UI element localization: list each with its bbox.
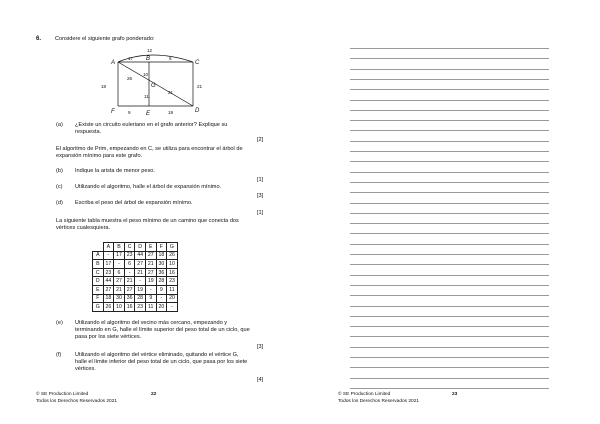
table-cell: 36 xyxy=(156,268,167,277)
table-row xyxy=(93,294,178,303)
answer-line xyxy=(350,275,549,276)
answer-line xyxy=(350,48,549,49)
table-row xyxy=(93,277,178,286)
part-d-mark: [1] xyxy=(257,210,264,216)
answer-line xyxy=(350,336,549,337)
weight-ag: 26 xyxy=(127,76,133,81)
table-cell: 17 xyxy=(103,260,114,269)
table-row xyxy=(93,260,178,269)
row-header: C xyxy=(93,268,104,277)
answer-line xyxy=(350,357,549,358)
table-row xyxy=(93,251,178,260)
table-cell: 6 xyxy=(114,268,125,277)
table-cell: 21 xyxy=(135,268,146,277)
answer-line xyxy=(350,79,549,80)
table-cell: 19 xyxy=(145,277,156,286)
table-cell: 44 xyxy=(135,251,146,260)
answer-line xyxy=(350,295,549,296)
weight-bc: 6 xyxy=(169,56,172,61)
table-cell: - xyxy=(135,277,146,286)
node-f-label: F xyxy=(111,109,115,115)
col-header-e: E xyxy=(145,243,156,252)
part-f-text-1: Utilizando el algoritmo del vértice eliminado, quitando el vértice G, xyxy=(75,352,239,358)
table-cell: 27 xyxy=(145,251,156,260)
table-intro-2: vértices cualesquiera. xyxy=(56,225,111,231)
table-cell: 23 xyxy=(135,303,146,312)
table-cell: 30 xyxy=(114,294,125,303)
answer-line xyxy=(350,254,549,255)
node-e-label: E xyxy=(146,111,151,117)
part-e-mark: [3] xyxy=(257,344,264,350)
row-header: D xyxy=(93,277,104,286)
answer-line xyxy=(350,285,549,286)
col-header-a: A xyxy=(103,243,114,252)
weight-ab: 17 xyxy=(128,56,134,61)
col-header-d: D xyxy=(135,243,146,252)
row-header: F xyxy=(93,294,104,303)
part-a-label: (a) xyxy=(56,122,63,128)
part-a-mark: [2] xyxy=(257,137,264,143)
table-corner xyxy=(93,243,104,252)
left-footer-rights: Todos los Derechos Reservados 2021 xyxy=(36,399,118,404)
part-f-text-2: halle el límite inferior del peso total de un ciclo, que pasa por los siete xyxy=(75,359,248,365)
row-header: A xyxy=(93,251,104,260)
table-cell: 27 xyxy=(103,285,114,294)
table-cell: 28 xyxy=(135,294,146,303)
weight-gd: 21 xyxy=(168,90,174,95)
table-row xyxy=(93,285,178,294)
table-cell: 19 xyxy=(135,285,146,294)
answer-line xyxy=(350,69,549,70)
answer-line xyxy=(350,388,549,389)
table-cell: - xyxy=(124,268,135,277)
question-number: 6. xyxy=(36,36,42,42)
row-header: G xyxy=(93,303,104,312)
row-header: B xyxy=(93,260,104,269)
table-intro-1: La siguiente tabla muestra el peso mínimo de un camino que conecta dos xyxy=(56,218,239,224)
part-b-mark: [1] xyxy=(257,177,264,183)
table-cell: 26 xyxy=(167,251,178,260)
node-a-label: A xyxy=(111,60,116,66)
prim-intro-1: El algoritmo de Prim, empezando en C, se utiliza para encontrar el árbol de xyxy=(56,146,243,152)
table-cell: - xyxy=(145,285,156,294)
table-cell: 18 xyxy=(103,294,114,303)
table-row xyxy=(93,268,178,277)
answer-line xyxy=(350,367,549,368)
table-header-row xyxy=(93,243,178,252)
table-cell: 16 xyxy=(167,268,178,277)
node-d-label: D xyxy=(195,108,200,114)
answer-line xyxy=(350,306,549,307)
table-cell: 9 xyxy=(156,285,167,294)
prim-intro-2: expansión mínimo para este grafo. xyxy=(56,153,143,159)
answer-line xyxy=(350,100,549,101)
table-cell: 11 xyxy=(145,303,156,312)
answer-line xyxy=(350,326,549,327)
part-b-label: (b) xyxy=(56,168,63,174)
weight-fe: 9 xyxy=(128,110,131,115)
table-cell: 27 xyxy=(145,268,156,277)
right-footer-company: © SE Production Limited xyxy=(338,392,391,397)
table-cell: 27 xyxy=(124,285,135,294)
answer-line xyxy=(350,130,549,131)
table-cell: 21 xyxy=(124,277,135,286)
col-header-f: F xyxy=(156,243,167,252)
answer-line xyxy=(350,233,549,234)
part-c-mark: [3] xyxy=(257,193,264,199)
table-cell: 20 xyxy=(156,303,167,312)
answer-line xyxy=(350,151,549,152)
table-cell: - xyxy=(114,260,125,269)
weighted-graph xyxy=(80,44,220,120)
right-page-number: 23 xyxy=(452,392,458,397)
part-f-label: (f) xyxy=(56,352,62,358)
part-d-text: Escriba el peso del árbol de expansión mínimo. xyxy=(75,200,193,206)
table-cell: 11 xyxy=(167,285,178,294)
node-b-label: B xyxy=(146,56,151,62)
weight-ed: 19 xyxy=(168,110,174,115)
answer-line xyxy=(350,203,549,204)
question-intro: Considere el siguiente grafo ponderado: xyxy=(55,36,155,42)
answer-line xyxy=(350,110,549,111)
part-e-label: (e) xyxy=(56,320,63,326)
answer-line xyxy=(350,264,549,265)
col-header-g: G xyxy=(167,243,178,252)
part-e-text-1: Utilizando el algoritmo del vecino más cercano, empezando y xyxy=(75,320,228,326)
table-cell: - xyxy=(103,251,114,260)
table-cell: 36 xyxy=(124,294,135,303)
weight-cd: 21 xyxy=(197,84,203,89)
table-cell: 23 xyxy=(167,277,178,286)
part-c-text: Utilizando el algoritmo, halle el árbol de expansión mínimo. xyxy=(75,184,222,190)
weight-af: 18 xyxy=(101,84,107,89)
part-c-label: (c) xyxy=(56,184,63,190)
col-header-c: C xyxy=(124,243,135,252)
table-cell: 20 xyxy=(167,294,178,303)
table-cell: 28 xyxy=(156,277,167,286)
answer-line xyxy=(350,316,549,317)
table-cell: 18 xyxy=(156,251,167,260)
table-cell: 27 xyxy=(114,277,125,286)
table-row xyxy=(93,303,178,312)
weight-bg: 10 xyxy=(143,72,149,77)
answer-line xyxy=(350,141,549,142)
table-cell: - xyxy=(156,294,167,303)
right-footer-rights: Todos los Derechos Reservados 2021 xyxy=(338,399,420,404)
table-cell: 26 xyxy=(103,303,114,312)
table-cell: - xyxy=(167,303,178,312)
answer-line xyxy=(350,58,549,59)
answer-line xyxy=(350,347,549,348)
part-e-text-2: terminando en G, halle el límite superior del peso total de un ciclo, que xyxy=(75,327,250,333)
table-cell: 17 xyxy=(114,251,125,260)
weight-ac: 12 xyxy=(147,48,153,53)
table-cell: 21 xyxy=(145,260,156,269)
part-e-text-3: pasa por los siete vértices. xyxy=(75,334,142,340)
table-cell: 10 xyxy=(167,260,178,269)
answer-line xyxy=(350,182,549,183)
row-header: E xyxy=(93,285,104,294)
part-f-text-3: vértices. xyxy=(75,366,96,372)
node-c-label: C xyxy=(195,60,200,66)
answer-line xyxy=(350,223,549,224)
part-f-mark: [4] xyxy=(257,377,264,383)
table-cell: 9 xyxy=(145,294,156,303)
table-cell: 44 xyxy=(103,277,114,286)
answer-line xyxy=(350,192,549,193)
table-cell: 6 xyxy=(124,260,135,269)
answer-line xyxy=(350,244,549,245)
answer-line xyxy=(350,89,549,90)
col-header-b: B xyxy=(114,243,125,252)
node-g-label: G xyxy=(151,83,156,89)
answer-line xyxy=(350,213,549,214)
part-a-text-1: ¿Existe un circuito euleriano en el grafo anterior? Explique su xyxy=(75,122,228,128)
answer-line xyxy=(350,378,549,379)
answer-line xyxy=(350,120,549,121)
part-b-text: Indique la arista de menor peso. xyxy=(75,168,155,174)
left-footer-company: © SE Production Limited xyxy=(36,392,89,397)
table-cell: 30 xyxy=(156,260,167,269)
weight-ge: 11 xyxy=(144,94,149,99)
part-d-label: (d) xyxy=(56,200,63,206)
left-page-number: 22 xyxy=(151,392,157,397)
table-cell: 23 xyxy=(124,251,135,260)
distance-table xyxy=(92,242,178,312)
part-a-text-2: respuesta. xyxy=(75,129,102,135)
table-cell: 16 xyxy=(124,303,135,312)
table-cell: 10 xyxy=(114,303,125,312)
answer-line xyxy=(350,172,549,173)
table-cell: 23 xyxy=(103,268,114,277)
answer-line xyxy=(350,161,549,162)
table-cell: 21 xyxy=(114,285,125,294)
table-cell: 27 xyxy=(135,260,146,269)
